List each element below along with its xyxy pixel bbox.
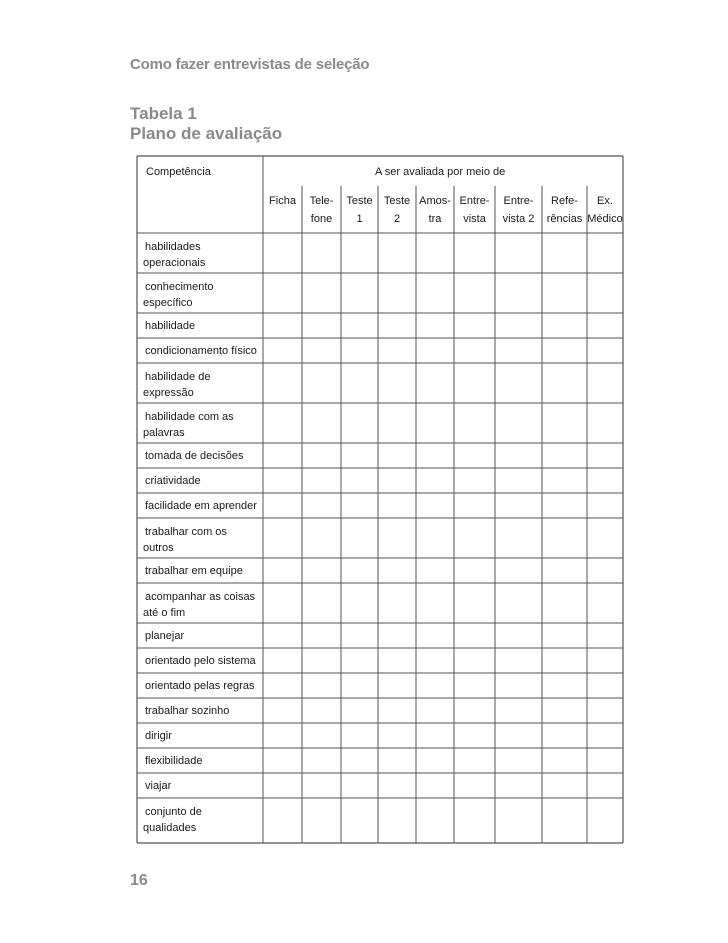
column-header-1-line1: Ficha — [269, 195, 296, 207]
column-header-6-line2: vista — [463, 213, 486, 225]
competence-row-10-line2: outros — [143, 542, 174, 554]
competence-row-2-line1: conhecimento — [145, 281, 214, 293]
table-label: Tabela 1 — [130, 104, 197, 123]
competence-row-20-line2: qualidades — [143, 822, 197, 834]
column-header-3-line1: Teste — [346, 195, 373, 207]
competence-row-1-line1: habilidades — [145, 241, 201, 253]
competence-row-3-line1: habilidade — [145, 320, 196, 332]
column-header-8-line2: rências — [546, 213, 583, 225]
competence-row-10-line1: trabalhar com os — [145, 526, 227, 538]
competence-row-18-line1: flexibilidade — [145, 755, 203, 767]
competence-header: Competência — [146, 166, 211, 178]
competence-row-20-line1: conjunto de — [145, 806, 202, 818]
competence-row-5-line2: expressão — [143, 387, 194, 399]
competence-row-6-line1: habilidade com as — [145, 411, 234, 423]
competence-row-12-line2: até o fim — [143, 607, 186, 619]
column-header-5-line1: Amos- — [419, 195, 451, 207]
competence-row-17-line1: dirigir — [145, 730, 172, 742]
column-header-9-line1: Ex. — [597, 195, 613, 207]
competence-row-16-line1: trabalhar sozinho — [145, 705, 230, 717]
competence-row-13-line1: planejar — [145, 630, 185, 642]
column-header-7-line1: Entre- — [503, 195, 534, 207]
group-header: A ser avaliada por meio de — [375, 166, 506, 178]
running-header: Como fazer entrevistas de seleção — [130, 56, 370, 73]
competence-row-4-line1: condicionamento físico — [145, 345, 257, 357]
competence-row-11-line1: trabalhar em equipe — [145, 565, 243, 577]
page-number: 16 — [130, 872, 148, 889]
column-header-4-line1: Teste — [383, 195, 411, 207]
column-header-2-line1: Tele- — [309, 195, 334, 207]
column-header-6-line1: Entre- — [459, 195, 490, 207]
column-header-3-line2: 1 — [356, 213, 363, 225]
column-header-4-line2: 2 — [393, 213, 401, 225]
competence-row-12-line1: acompanhar as coisas — [145, 591, 256, 603]
competence-row-6-line2: palavras — [143, 427, 185, 439]
competence-row-8-line1: criatividade — [145, 475, 201, 487]
competence-row-5-line1: habilidade de — [145, 371, 211, 383]
column-header-7-line2: vista 2 — [502, 213, 535, 225]
competence-row-14-line1: orientado pelo sistema — [145, 655, 256, 667]
column-header-9-line2: Médico — [587, 213, 623, 225]
table-caption: Plano de avaliação — [130, 124, 283, 143]
column-header-2-line2: fone — [310, 213, 333, 225]
competence-row-1-line2: operacionais — [143, 257, 206, 269]
column-header-5-line2: tra — [428, 213, 442, 225]
competence-row-2-line2: específico — [143, 297, 193, 309]
competence-row-7-line1: tomada de decisões — [145, 450, 244, 462]
competence-row-9-line1: facilidade em aprender — [145, 500, 257, 512]
competence-row-19-line1: viajar — [145, 780, 172, 792]
column-header-8-line1: Refe- — [551, 195, 578, 207]
competence-row-15-line1: orientado pelas regras — [145, 680, 255, 692]
